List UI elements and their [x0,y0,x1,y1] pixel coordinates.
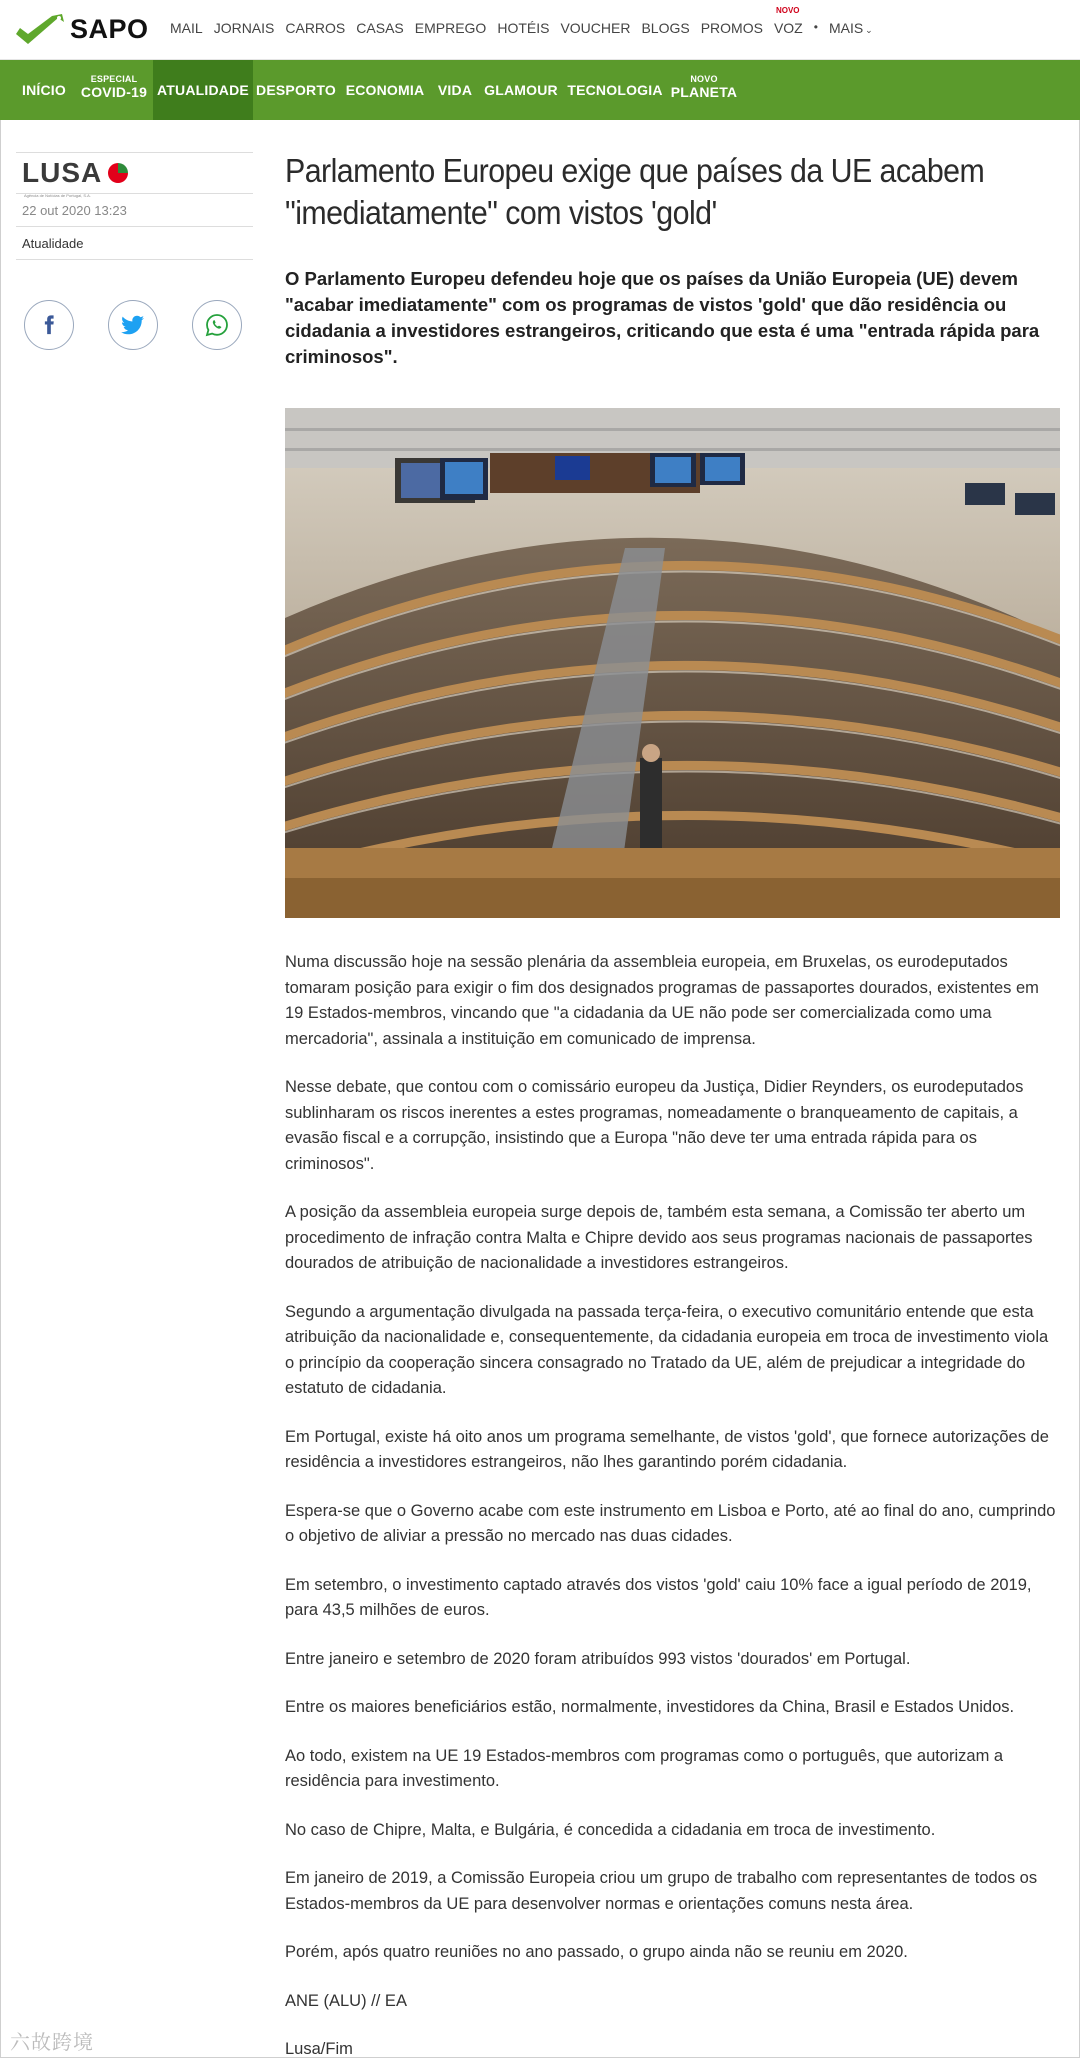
watermark: 六故跨境 [10,2032,94,2054]
article-paragraph: Em janeiro de 2019, a Comissão Europeia criou um grupo de trabalho com representantes de todos os Estados-membros da UE para desenvolver normas e orientações comuns nesta área. [285,1869,1038,1913]
twitter-icon [121,313,145,337]
nav-label: INÍCIO [22,82,66,98]
article-paragraph: Nesse debate, que contou com o comissário europeu da Justiça, Didier Reynders, os eurodeputados sublinharam os riscos inerentes a estes programas, nomeadamente o branqueamento de capitais, a evasão fiscal e a corrupção, insistindo que a Europa "não deve ter uma entrada rápida para os criminosos". [285,1078,1024,1173]
top-link-emprego[interactable]: EMPREGO [414,20,487,36]
nav-label: VIDA [437,82,473,98]
nav-item-covid[interactable] [76,60,152,120]
twitter-share-button[interactable] [108,300,158,350]
article-paragraph: Ao todo, existem na UE 19 Estados-membros com programas como o português, que autorizam a residência para investimento. [285,1746,1004,1790]
nav-sup-label: NOVO [690,74,718,84]
top-bar [0,0,1080,60]
top-link-mais-label: MAIS [828,20,864,36]
source-tagline: Agência de Notícias de Portugal, S.A. [24,193,91,198]
article-paragraph: Em setembro, o investimento captado através dos vistos 'gold' caiu 10% face a igual período de 2019, para 43,5 milhões de euros. [285,1575,1032,1619]
nav-item-atualidade[interactable] [153,60,253,120]
facebook-icon [38,314,60,336]
nav-item-glamour[interactable] [479,60,563,120]
article-paragraph: A posição da assembleia europeia surge depois de, também esta semana, a Comissão ter aberto um procedimento de infração contra Malta e Chipre devido aos seus programas nacionais de passaportes dourados de atribuição de nacionalidade a investidores estrangeiros. [285,1203,1033,1272]
category-link[interactable]: Atualidade [16,227,253,260]
article-paragraph: No caso de Chipre, Malta, e Bulgária, é concedida a cidadania em troca de investimento. [285,1820,936,1839]
top-link-voz[interactable] [773,6,803,36]
nav-label: ATUALIDADE [157,82,249,98]
article-signature: ANE (ALU) // EA [285,1991,407,2010]
source-logo[interactable] [16,152,253,198]
article-credit: Lusa/Fim [285,2040,353,2058]
top-link-carros[interactable]: CARROS [285,20,346,36]
share-buttons [24,300,242,350]
nav-item-economia[interactable] [339,60,431,120]
novo-badge: NOVO [775,6,800,15]
sapo-logo[interactable] [14,8,149,50]
nav-item-vida[interactable] [431,60,479,120]
chevron-down-icon: ⌄ [865,25,873,35]
top-link-jornais[interactable]: JORNAIS [213,20,275,36]
nav-label: ECONOMIA [345,82,425,98]
nav-sup-label: ESPECIAL [90,74,138,84]
article-paragraph: Espera-se que o Governo acabe com este instrumento em Lisboa e Porto, até ao final do ano, cumprindo o objetivo de aliviar a pressão no mercado nas duas cidades. [285,1501,1056,1545]
sapo-frog-icon [14,12,66,46]
top-link-mail[interactable]: MAIL [170,20,203,36]
article-paragraph: Segundo a argumentação divulgada na passada terça-feira, o executivo comunitário entende que esta atribuição da nacionalidade e, consequentemente, da cidadania europeia em troca de investimento viola o princípio da cooperação sincera consagrado no Tratado da UE, além de prejudicar a integridade do estatuto de cidadania. [285,1302,1049,1397]
article-body [285,950,1060,2058]
nav-label: TECNOLOGIA [567,82,663,98]
top-link-mais[interactable] [829,20,873,36]
nav-label: DESPORTO [256,82,336,98]
top-links [170,6,873,36]
article-photo [285,408,1060,918]
nav-label: COVID-19 [80,84,148,100]
nav-item-planeta[interactable] [667,60,741,120]
article-title: Parlamento Europeu exige que países da UE acabem "imediatamente" com vistos 'gold' [285,152,985,231]
article-paragraph: Em Portugal, existe há oito anos um programa semelhante, de vistos 'gold', que fornece autorizações de residência a investidores estrangeiros, não lhes garantindo porém cidadania. [285,1427,1049,1471]
parliament-hemicycle-illustration [285,408,1060,918]
separator-dot: • [813,20,818,34]
nav-label: GLAMOUR [484,82,558,98]
publish-date: 22 out 2020 13:23 [16,194,253,227]
facebook-share-button[interactable] [24,300,74,350]
top-link-blogs[interactable]: BLOGS [641,20,690,36]
whatsapp-share-button[interactable] [192,300,242,350]
lusa-mark-icon [106,161,130,185]
nav-item-desporto[interactable] [253,60,339,120]
top-link-casas[interactable]: CASAS [356,20,404,36]
nav-label: PLANETA [670,84,738,100]
article-sidebar [16,152,253,260]
nav-item-tecnologia[interactable] [563,60,667,120]
top-link-voz-label: VOZ [773,20,803,36]
main-nav [0,60,1080,120]
article-lead: O Parlamento Europeu defendeu hoje que os países da União Europeia (UE) devem "acabar imediatamente" com os programas de vistos 'gold' que dão residência ou cidadania a investidores estrangeiros, criticando que esta é uma "entrada rápida para criminosos". [285,268,1040,367]
brand-name: SAPO [70,13,149,44]
article-paragraph: Entre janeiro e setembro de 2020 foram atribuídos 993 vistos 'dourados' em Portugal. [285,1649,911,1668]
article-paragraph: Porém, após quatro reuniões no ano passado, o grupo ainda não se reuniu em 2020. [285,1943,908,1961]
article [285,150,1060,2058]
article-paragraph: Numa discussão hoje na sessão plenária da assembleia europeia, em Bruxelas, os eurodeputados tomaram posição para exigir o fim dos designados programas de passaportes dourados, existentes em 19 Estados-membros, vincando que "a cidadania da UE não pode ser comercializada como uma mercadoria", assinala a instituição em comunicado de imprensa. [285,953,1039,1048]
top-link-voucher[interactable]: VOUCHER [560,20,631,36]
source-name: LUSA [22,157,103,188]
top-link-promos[interactable]: PROMOS [700,20,763,36]
whatsapp-icon [205,313,229,337]
article-paragraph: Entre os maiores beneficiários estão, normalmente, investidores da China, Brasil e Estados Unidos. [285,1698,1015,1716]
top-link-hoteis[interactable]: HOTÉIS [497,20,550,36]
nav-item-inicio[interactable] [12,60,76,120]
